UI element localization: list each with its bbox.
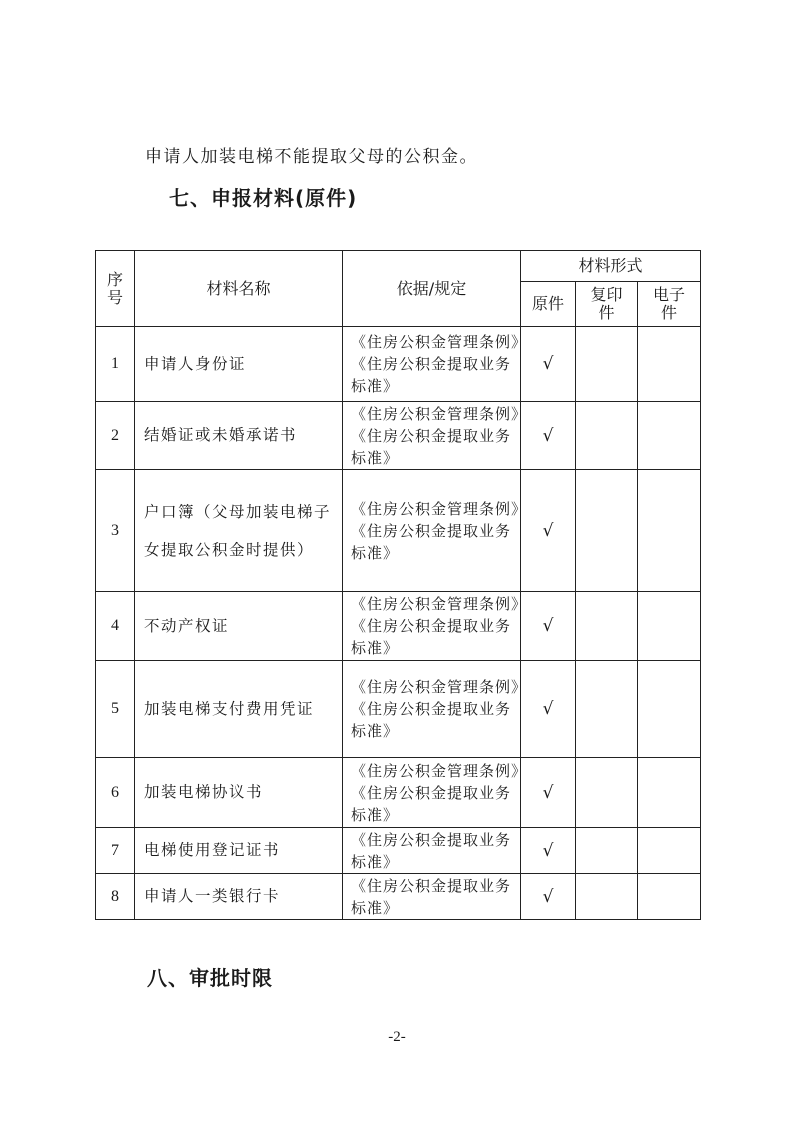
copy-check [576, 661, 638, 758]
header-material-form: 材料形式 [521, 251, 701, 282]
header-copy: 复印件 [576, 282, 638, 327]
electronic-check [638, 592, 701, 661]
electronic-check [638, 661, 701, 758]
electronic-check [638, 758, 701, 828]
table-row [96, 661, 701, 758]
electronic-check [638, 402, 701, 470]
table-row [96, 592, 701, 661]
row-number: 4 [96, 592, 135, 661]
section-8-heading: 八、审批时限 [147, 966, 273, 990]
copy-check [576, 470, 638, 592]
header-electronic: 电子件 [638, 282, 701, 327]
copy-check [576, 592, 638, 661]
original-check: √ [521, 661, 576, 758]
table-row [96, 828, 701, 874]
material-basis: 《住房公积金管理条例》《住房公积金提取业务标准》 [343, 758, 521, 828]
row-number: 6 [96, 758, 135, 828]
material-basis: 《住房公积金提取业务标准》 [343, 828, 521, 874]
material-name: 不动产权证 [135, 592, 343, 661]
row-number: 5 [96, 661, 135, 758]
original-check: √ [521, 758, 576, 828]
table-row [96, 758, 701, 828]
material-name: 加装电梯协议书 [135, 758, 343, 828]
original-check: √ [521, 327, 576, 402]
materials-table [95, 250, 701, 920]
electronic-check [638, 874, 701, 920]
table-row [96, 470, 701, 592]
electronic-check [638, 470, 701, 592]
material-basis: 《住房公积金管理条例》《住房公积金提取业务标准》 [343, 592, 521, 661]
material-basis: 《住房公积金管理条例》《住房公积金提取业务标准》 [343, 470, 521, 592]
electronic-check [638, 828, 701, 874]
material-name: 申请人一类银行卡 [135, 874, 343, 920]
header-original: 原件 [521, 282, 576, 327]
copy-check [576, 327, 638, 402]
material-basis: 《住房公积金管理条例》《住房公积金提取业务标准》 [343, 661, 521, 758]
original-check: √ [521, 402, 576, 470]
material-basis: 《住房公积金管理条例》《住房公积金提取业务标准》 [343, 402, 521, 470]
copy-check [576, 874, 638, 920]
electronic-check [638, 327, 701, 402]
copy-check [576, 758, 638, 828]
original-check: √ [521, 828, 576, 874]
header-material-name: 材料名称 [135, 251, 343, 327]
original-check: √ [521, 874, 576, 920]
table-row [96, 874, 701, 920]
row-number: 8 [96, 874, 135, 920]
intro-paragraph: 申请人加装电梯不能提取父母的公积金。 [145, 147, 478, 167]
original-check: √ [521, 470, 576, 592]
original-check: √ [521, 592, 576, 661]
material-name: 加装电梯支付费用凭证 [135, 661, 343, 758]
header-seq: 序号 [96, 251, 135, 327]
page-number: -2- [388, 1029, 406, 1045]
table-row [96, 327, 701, 402]
copy-check [576, 828, 638, 874]
material-name: 结婚证或未婚承诺书 [135, 402, 343, 470]
header-basis: 依据/规定 [343, 251, 521, 327]
row-number: 7 [96, 828, 135, 874]
copy-check [576, 402, 638, 470]
row-number: 1 [96, 327, 135, 402]
material-basis: 《住房公积金管理条例》《住房公积金提取业务标准》 [343, 327, 521, 402]
row-number: 3 [96, 470, 135, 592]
row-number: 2 [96, 402, 135, 470]
table-row [96, 402, 701, 470]
material-basis: 《住房公积金提取业务标准》 [343, 874, 521, 920]
section-7-heading: 七、申报材料(原件) [169, 186, 358, 210]
material-name: 电梯使用登记证书 [135, 828, 343, 874]
material-name: 申请人身份证 [135, 327, 343, 402]
material-name: 户口簿（父母加装电梯子女提取公积金时提供） [135, 470, 343, 592]
